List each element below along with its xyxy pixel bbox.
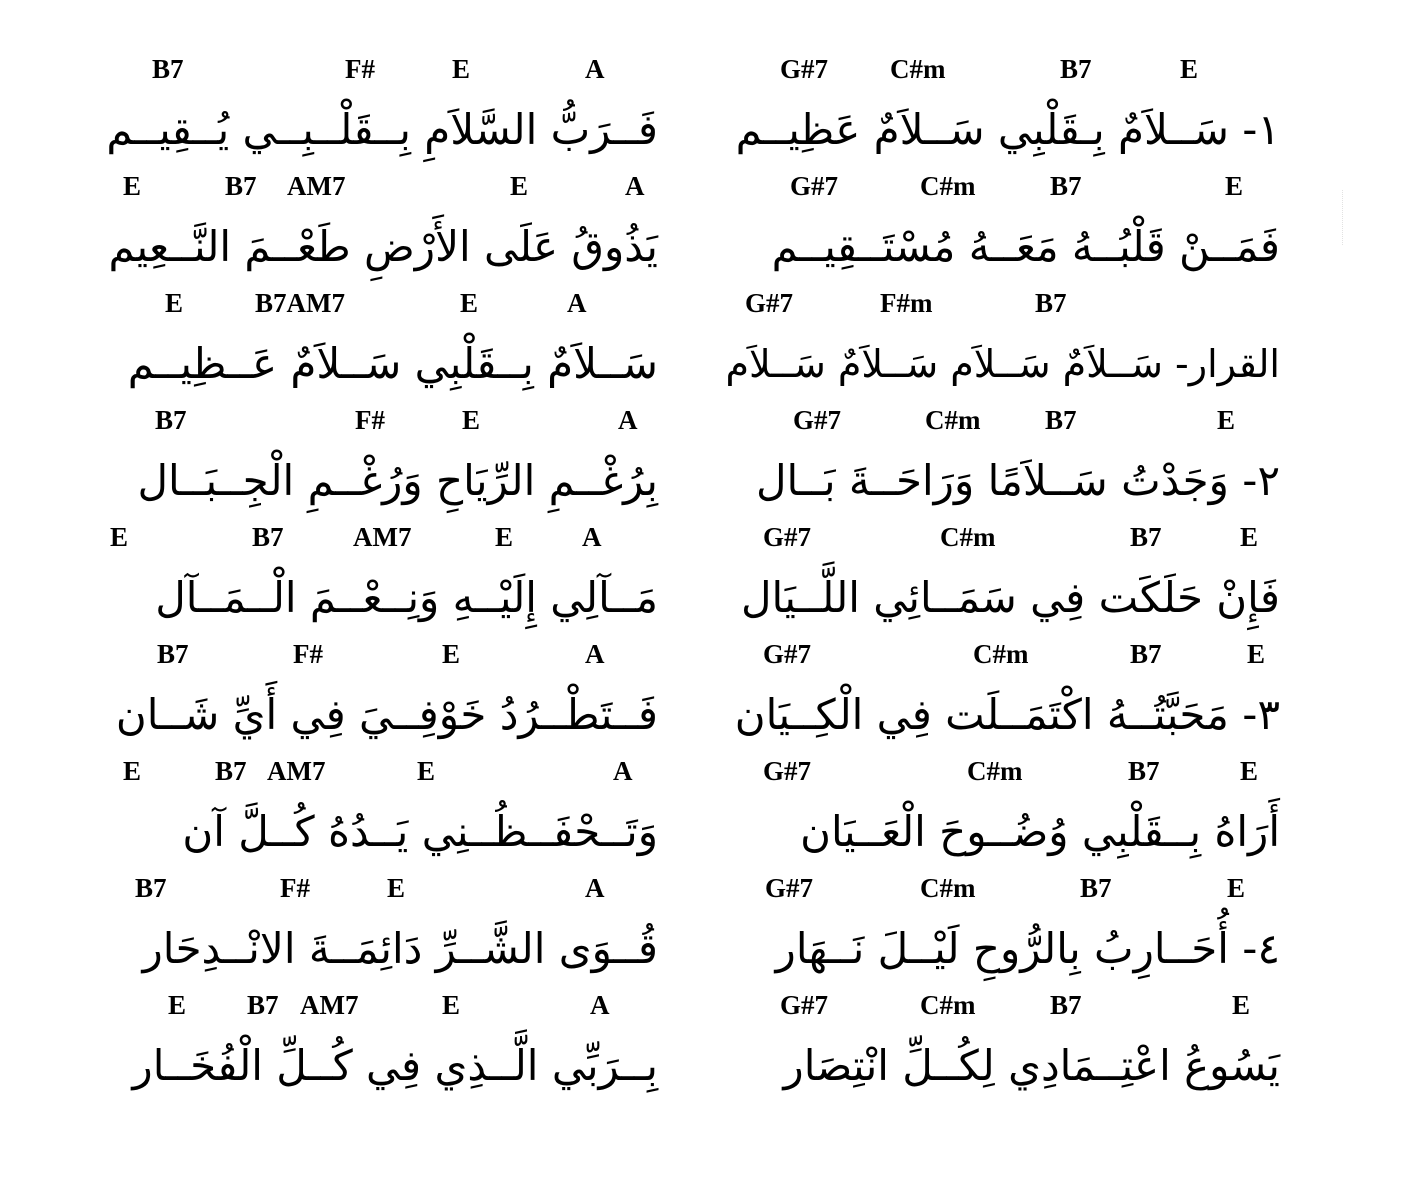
- song-line: [80, 867, 680, 984]
- chord-label: E: [387, 873, 406, 903]
- scan-mark: [1330, 190, 1343, 245]
- chord-label: E: [165, 288, 184, 318]
- song-line: [735, 165, 1335, 282]
- chord-label: E: [1180, 54, 1199, 84]
- song-line: [735, 48, 1335, 165]
- chord-label: E: [495, 522, 514, 552]
- chord-label: E: [1247, 639, 1266, 669]
- chord-label: C#m: [973, 639, 1029, 669]
- chord-label: B7: [215, 756, 247, 786]
- chord-label: A: [585, 639, 605, 669]
- chord-label: E: [442, 990, 461, 1020]
- song-line: [735, 984, 1335, 1101]
- chord-label: A: [625, 171, 645, 201]
- chord-label: B7: [155, 405, 187, 435]
- chord-label: AM7: [300, 990, 359, 1020]
- chord-label: G#7: [763, 522, 812, 552]
- chord-label: E: [452, 54, 471, 84]
- chord-label: AM7: [353, 522, 412, 552]
- chord-label: B7: [152, 54, 184, 84]
- lyric-text: فَــتَطْــرُدُ خَوْفِــيَ فِي أَيِّ شَــان: [115, 690, 658, 739]
- chord-label: A: [585, 54, 605, 84]
- chord-label: G#7: [780, 990, 829, 1020]
- lyric-text: ٣- مَحَبَّتُــهُ اكْتَمَــلَت فِي الْكِــيَان: [734, 690, 1280, 739]
- lyric-text: بِرُغْــمِ الرِّيَاحِ وَرُغْــمِ الْجِــبَــال: [137, 456, 658, 505]
- song-line: [80, 399, 680, 516]
- song-line: [80, 516, 680, 633]
- lyric-text: ١- سَــلاَمٌ بِـقَلْبِي سَــلاَمٌ عَظِيــم: [735, 105, 1280, 154]
- lyric-text: يَذُوقُ عَلَى الأَرْضِ طَعْــمَ النَّــعِيم: [108, 222, 658, 271]
- chord-label: C#m: [920, 873, 976, 903]
- chord-label: E: [1217, 405, 1236, 435]
- chord-label: B7AM7: [255, 288, 345, 318]
- lyric-text: فَمَــنْ قَلْبُــهُ مَعَــهُ مُسْتَــقِيــم: [771, 222, 1280, 271]
- chord-label: A: [590, 990, 610, 1020]
- chord-label: E: [460, 288, 479, 318]
- chord-label: F#: [355, 405, 385, 435]
- chord-label: F#m: [880, 288, 933, 318]
- chord-label: B7: [1080, 873, 1112, 903]
- chord-label: B7: [135, 873, 167, 903]
- chord-label: A: [613, 756, 633, 786]
- chord-label: C#m: [920, 171, 976, 201]
- chord-label: G#7: [780, 54, 829, 84]
- chord-label: E: [1240, 522, 1259, 552]
- lyric-text: القرار- سَــلاَمٌ سَــلاَم سَــلاَمٌ سَــلاَم: [725, 342, 1280, 386]
- song-line: [80, 165, 680, 282]
- chord-label: G#7: [763, 756, 812, 786]
- lyric-text: وَتَــحْفَــظُــنِي يَــدُهُ كُــلَّ آن: [182, 807, 658, 856]
- chord-label: C#m: [920, 990, 976, 1020]
- chord-label: A: [582, 522, 602, 552]
- song-line: [80, 750, 680, 867]
- chord-label: G#7: [763, 639, 812, 669]
- chord-label: E: [442, 639, 461, 669]
- song-line: [80, 48, 680, 165]
- lyric-text: سَــلاَمٌ بِــقَلْبِي سَــلاَمٌ عَــظِيــم: [127, 339, 658, 388]
- chord-label: B7: [1035, 288, 1067, 318]
- chord-label: E: [123, 756, 142, 786]
- chord-label: B7: [1130, 522, 1162, 552]
- left-column: [80, 48, 680, 1101]
- chord-label: G#7: [793, 405, 842, 435]
- chord-label: G#7: [745, 288, 794, 318]
- chord-label: A: [567, 288, 587, 318]
- chord-label: E: [510, 171, 529, 201]
- song-line: [80, 633, 680, 750]
- chord-label: F#: [293, 639, 323, 669]
- chord-label: B7: [1050, 171, 1082, 201]
- chord-label: E: [168, 990, 187, 1020]
- chord-label: F#: [280, 873, 310, 903]
- chord-label: E: [462, 405, 481, 435]
- chord-label: B7: [1050, 990, 1082, 1020]
- chord-label: A: [618, 405, 638, 435]
- song-line: [735, 633, 1335, 750]
- song-line: [80, 282, 680, 399]
- song-line: [735, 516, 1335, 633]
- chord-label: E: [1227, 873, 1246, 903]
- song-line: [80, 984, 680, 1101]
- right-column: [725, 48, 1335, 1101]
- chord-label: AM7: [287, 171, 346, 201]
- chord-label: B7: [1130, 639, 1162, 669]
- lyric-text: بِــرَبِّي الَّــذِي فِي كُــلِّ الْفُخَــار: [132, 1041, 658, 1090]
- chord-label: C#m: [967, 756, 1023, 786]
- chord-label: E: [1240, 756, 1259, 786]
- chord-label: E: [1225, 171, 1244, 201]
- chord-label: E: [1232, 990, 1251, 1020]
- chord-label: E: [110, 522, 129, 552]
- lyric-text: ٢- وَجَدْتُ سَــلاَمًا وَرَاحَــةَ بَــال: [755, 456, 1280, 505]
- chord-label: B7: [247, 990, 279, 1020]
- chord-label: G#7: [765, 873, 814, 903]
- chord-label: C#m: [925, 405, 981, 435]
- chord-label: B7: [1060, 54, 1092, 84]
- chord-label: AM7: [267, 756, 326, 786]
- chord-label: E: [417, 756, 436, 786]
- chord-label: G#7: [790, 171, 839, 201]
- song-line: [735, 399, 1335, 516]
- chord-label: B7: [157, 639, 189, 669]
- song-line: [725, 282, 1335, 399]
- lyric-text: ٤- أُحَــارِبُ بِالرُّوحِ لَيْــلَ نَــهَار: [775, 924, 1280, 973]
- chord-label: B7: [1128, 756, 1160, 786]
- chord-label: C#m: [890, 54, 946, 84]
- chord-label: C#m: [940, 522, 996, 552]
- chord-label: B7: [1045, 405, 1077, 435]
- lyric-text: يَسُوعُ اعْتِــمَادِي لِكُــلِّ انْتِصَار: [783, 1041, 1280, 1090]
- lyric-text: أَرَاهُ بِــقَلْبِي وُضُــوحَ الْعَــيَان: [800, 807, 1280, 856]
- chord-label: E: [123, 171, 142, 201]
- lyric-text: فَــرَبُّ السَّلاَمِ بِــقَلْــبِــي يُــقِيــم: [106, 105, 658, 154]
- lyric-text: فَإِنْ حَلَكَت فِي سَمَــائِي اللَّــيَال: [740, 573, 1280, 622]
- chord-label: B7: [252, 522, 284, 552]
- chord-label: F#: [345, 54, 375, 84]
- chord-label: B7: [225, 171, 257, 201]
- song-line: [735, 750, 1335, 867]
- lyric-text: مَــآلِي إِلَيْــهِ وَنِــعْــمَ الْــمَــآل: [155, 573, 658, 622]
- lyric-text: قُــوَى الشَّــرِّ دَائِمَــةَ الانْــدِحَار: [142, 924, 658, 973]
- chord-label: A: [585, 873, 605, 903]
- song-line: [735, 867, 1335, 984]
